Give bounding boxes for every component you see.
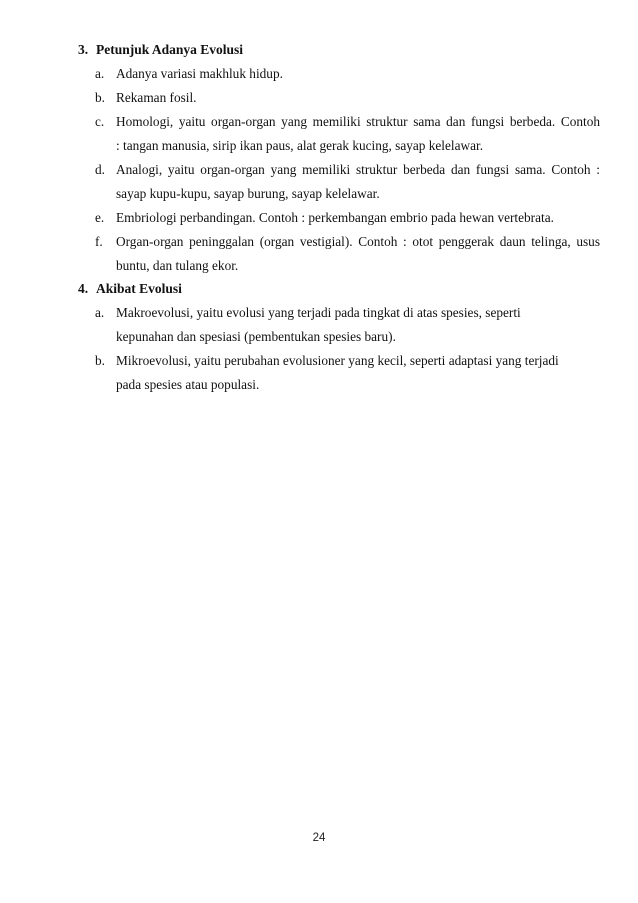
list-item-line: Adanya variasi makhluk hidup.	[116, 66, 283, 81]
list-item	[0, 62, 638, 86]
list-item-letter: f.	[95, 234, 103, 249]
list-item-text	[116, 86, 600, 110]
list-item-letter: d.	[95, 162, 105, 177]
list-item-text	[116, 230, 600, 278]
list-item-line: Embriologi perbandingan. Contoh : perkembangan embrio pada hewan vertebrata.	[116, 210, 554, 225]
list-item-letter: e.	[95, 210, 105, 225]
list-item	[0, 206, 638, 230]
list-item	[0, 86, 638, 110]
list-item-text	[116, 349, 600, 397]
list-item-line: Homologi, yaitu organ-organ yang memiliki struktur sama dan fungsi berbeda. Contoh	[116, 114, 600, 129]
list-item-line: pada spesies atau populasi.	[116, 377, 260, 392]
list-item-letter: a.	[95, 66, 105, 81]
list-item-line: Organ-organ peninggalan (organ vestigial). Contoh : otot penggerak daun telinga, usus	[116, 234, 600, 249]
list-item	[0, 230, 638, 278]
list-item	[0, 158, 638, 206]
list-item-line: Mikroevolusi, yaitu perubahan evolusioner yang kecil, seperti adaptasi yang terjadi	[116, 353, 559, 368]
section-petunjuk-adanya-evolusi	[0, 38, 638, 278]
section-title: Petunjuk Adanya Evolusi	[96, 42, 244, 57]
list-item-line: : tangan manusia, sirip ikan paus, alat gerak kucing, sayap kelelawar.	[116, 138, 484, 153]
section-number: 3.	[78, 42, 89, 57]
list-item-text	[116, 206, 600, 230]
list-item	[0, 301, 638, 349]
list-item-text	[116, 62, 600, 86]
section-number: 4.	[78, 281, 89, 296]
list-item-line: buntu, dan tulang ekor.	[116, 258, 239, 273]
list-item	[0, 349, 638, 397]
list-item	[0, 110, 638, 158]
section-heading	[0, 277, 638, 301]
list-item-line: Makroevolusi, yaitu evolusi yang terjadi pada tingkat di atas spesies, seperti	[116, 305, 521, 320]
list-item-letter: b.	[95, 353, 105, 368]
list-item-line: Rekaman fosil.	[116, 90, 197, 105]
list-item-letter: c.	[95, 114, 105, 129]
list-item-text	[116, 158, 600, 206]
section-title: Akibat Evolusi	[96, 281, 182, 296]
list-item-line: Analogi, yaitu organ-organ yang memiliki struktur berbeda dan fungsi sama. Contoh :	[116, 162, 600, 177]
list-item-text	[116, 301, 600, 349]
section-akibat-evolusi	[0, 277, 638, 397]
page-number: 24	[312, 832, 326, 844]
list-item-text	[116, 110, 600, 158]
list-item-letter: a.	[95, 305, 105, 320]
section-heading	[0, 38, 638, 62]
list-item-line: sayap kupu-kupu, sayap burung, sayap kelelawar.	[116, 186, 380, 201]
list-item-letter: b.	[95, 90, 105, 105]
list-item-line: kepunahan dan spesiasi (pembentukan spesies baru).	[116, 329, 396, 344]
